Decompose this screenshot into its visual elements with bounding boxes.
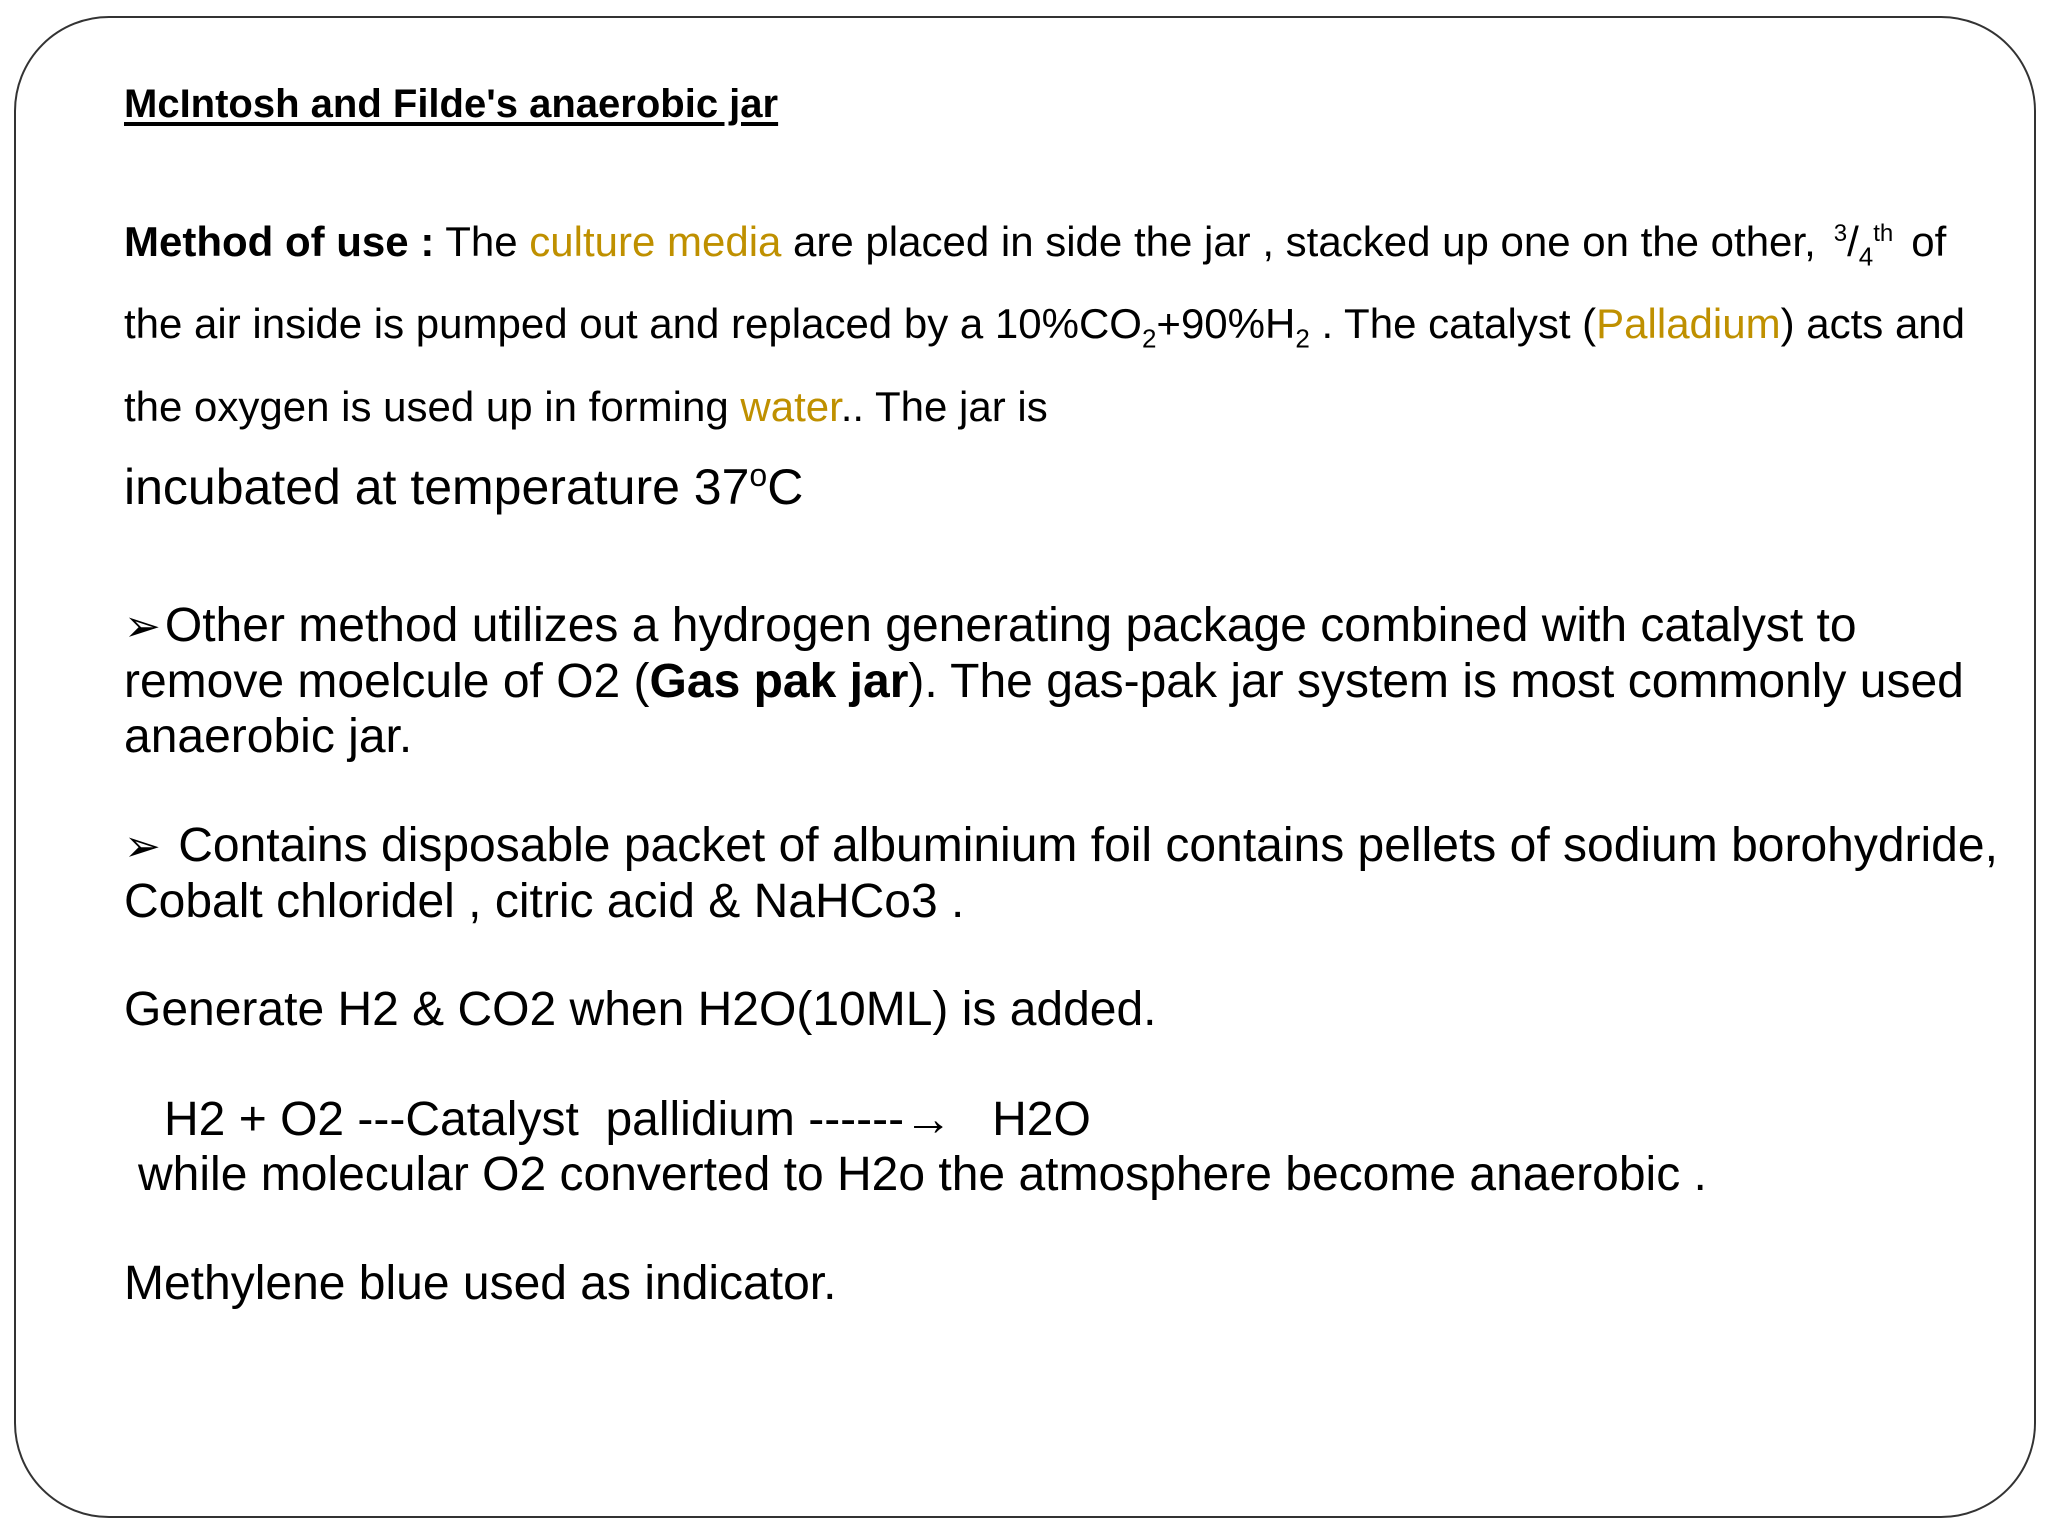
degree-sign: o	[749, 456, 768, 493]
arrow-bullet-icon: ➢	[124, 822, 161, 871]
bullet-contents-text: Contains disposable packet of albuminium foil contains pellets of sodium borohydride, Cobalt chloridel , citric acid & NaHCo3 .	[124, 819, 1998, 928]
bullet-gas-pak	[124, 598, 2004, 764]
reaction-block	[124, 1092, 2004, 1202]
fraction-suffix: th	[1873, 220, 1894, 247]
method-text-3: of the air inside is pumped out and replaced by a 10%CO	[124, 218, 1947, 348]
generate-line: Generate H2 & CO2 when H2O(10ML) is added.	[124, 983, 1157, 1036]
fraction-three-quarters	[1834, 200, 1894, 290]
method-text-1: The	[434, 218, 530, 265]
fraction-slash: /	[1847, 218, 1859, 265]
bullet-gas-pak-text-1: Other method utilizes a hydrogen generating package combined with catalyst to remove moelcule of O2 (	[124, 599, 1857, 708]
subscript-co2: 2	[1141, 323, 1157, 354]
method-paragraph	[124, 200, 1984, 524]
method-text-5: . The catalyst (	[1309, 300, 1597, 348]
bullet-gas-pak-bold: Gas pak jar	[649, 655, 909, 708]
highlight-palladium: Palladium	[1596, 300, 1781, 348]
method-text-7: .. The jar is	[840, 382, 1048, 430]
method-text-6: ) acts and the oxygen is used up in forming	[124, 300, 1966, 430]
method-text-9: C	[767, 458, 804, 515]
reaction-explanation: while molecular O2 converted to H2o the atmosphere become anaerobic .	[138, 1148, 1707, 1201]
fraction-numerator: 3	[1833, 220, 1848, 247]
slide-title: McIntosh and Filde's anaerobic jar	[124, 82, 779, 126]
bullet-gas-pak-text-2: ). The gas-pak jar system is most commonly used anaerobic jar.	[124, 655, 1964, 763]
method-text-8: incubated at temperature 37	[124, 458, 750, 515]
subscript-h2: 2	[1295, 323, 1310, 354]
bullet-contents	[124, 818, 2004, 929]
fraction-denominator: 4	[1858, 241, 1874, 272]
method-text-2: are placed in side the jar , stacked up one on the other,	[781, 218, 1816, 265]
highlight-water: water	[740, 382, 841, 430]
method-label: Method of use :	[124, 218, 435, 265]
highlight-culture-media: culture media	[529, 218, 782, 265]
indicator-line: Methylene blue used as indicator.	[124, 1257, 837, 1310]
reaction-equation: H2 + O2 ---Catalyst pallidium ------→ H2O	[164, 1093, 1091, 1146]
method-text-4: +90%H	[1156, 300, 1296, 348]
arrow-bullet-icon: ➢	[124, 602, 161, 651]
